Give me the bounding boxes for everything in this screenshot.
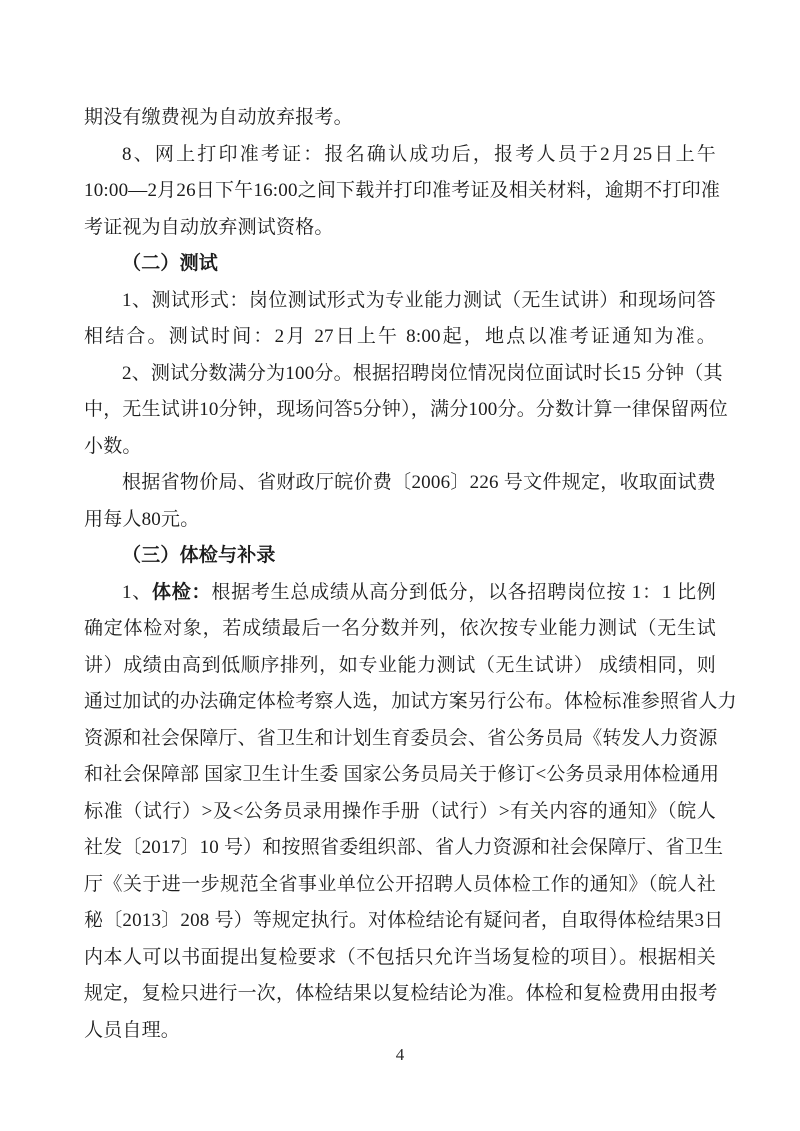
page-number: 4 <box>395 1045 405 1064</box>
para-physical-exam-line: 厅《关于进一步规范全省事业单位公开招聘人员体检工作的通知》（皖人社 <box>84 873 716 895</box>
text-segment-bold: 体检： <box>152 581 212 603</box>
page-footer <box>0 1042 800 1068</box>
para-physical-exam-line: 秘〔2013〕208 号）等规定执行。对体检结论有疑问者，自取得体检结果3日 <box>84 910 724 931</box>
text-segment: 根据考生总成绩从高分到低分，以各招聘岗位按 1：1 比例 <box>211 581 717 603</box>
para-physical-exam-line: 通过加试的办法确定体检考察人选，加试方案另行公布。体检标准参照省人力 <box>84 691 737 712</box>
heading-section-2-test-line: （二）测试 <box>122 253 219 274</box>
para-test-score-line: 2、测试分数满分为100分。根据招聘岗位情况岗位面试时长15 分钟（其 <box>122 362 723 384</box>
para-test-score-line: 中，无生试讲10分钟，现场问答5分钟），满分100分。分数计算一律保留两位 <box>84 399 728 420</box>
para-physical-exam-line: 讲）成绩由高到低顺序排列，如专业能力测试（无生试讲） 成绩相同，则 <box>84 654 716 676</box>
para-physical-exam-line: 人员自理。 <box>84 1019 181 1041</box>
para-test-format-line: 相结合。测试时间：2月 27日上午 8:00起，地点以准考证通知为准。 <box>84 326 716 347</box>
para-physical-exam-line: 内本人可以书面提出复检要求（不包括只允许当场复检的项目）。根据相关 <box>84 946 716 968</box>
para-interview-fee-line: 用每人80元。 <box>84 508 200 530</box>
para-physical-exam-line: 标准（试行）>及<公务员录用操作手册（试行）>有关内容的通知》（皖人 <box>84 800 716 822</box>
document-body <box>84 100 737 1049</box>
heading-section-3-physical-exam-line: （三）体检与补录 <box>122 545 276 566</box>
para-test-score-line: 小数。 <box>84 435 142 457</box>
text-segment: 1、 <box>122 581 153 603</box>
para-physical-exam-line: 资源和社会保障厅、省卫生和计划生育委员会、省公务员局《转发人力资源 <box>84 727 718 749</box>
para-item-8-print-ticket-line: 考证视为自动放弃测试资格。 <box>84 216 334 238</box>
para-test-format-line: 1、测试形式：岗位测试形式为专业能力测试（无生试讲）和现场问答 <box>122 289 716 311</box>
para-physical-exam-line: 规定，复检只进行一次，体检结果以复检结论为准。体检和复检费用由报考 <box>84 983 718 1004</box>
para-item-8-print-ticket-line: 8、网上打印准考证：报名确认成功后，报考人员于2月25日上午 <box>122 143 716 165</box>
para-physical-exam-line <box>84 575 716 612</box>
para-physical-exam-line: 确定体检对象，若成绩最后一名分数并列，依次按专业能力测试（无生试 <box>84 618 716 639</box>
para-item-8-print-ticket-line: 10:00—2月26日下午16:00之间下载并打印准考证及相关材料，逾期不打印准 <box>84 180 721 201</box>
para-physical-exam-line: 和社会保障部 国家卫生计生委 国家公务员局关于修订<公务员录用体检通用 <box>84 764 720 785</box>
para-payment-deadline-line: 期没有缴费视为自动放弃报考。 <box>84 107 353 128</box>
para-physical-exam-line: 社发〔2017〕10 号）和按照省委组织部、省人力资源和社会保障厅、省卫生 <box>84 837 724 858</box>
para-interview-fee-line: 根据省物价局、省财政厅皖价费〔2006〕226 号文件规定，收取面试费 <box>122 472 716 493</box>
